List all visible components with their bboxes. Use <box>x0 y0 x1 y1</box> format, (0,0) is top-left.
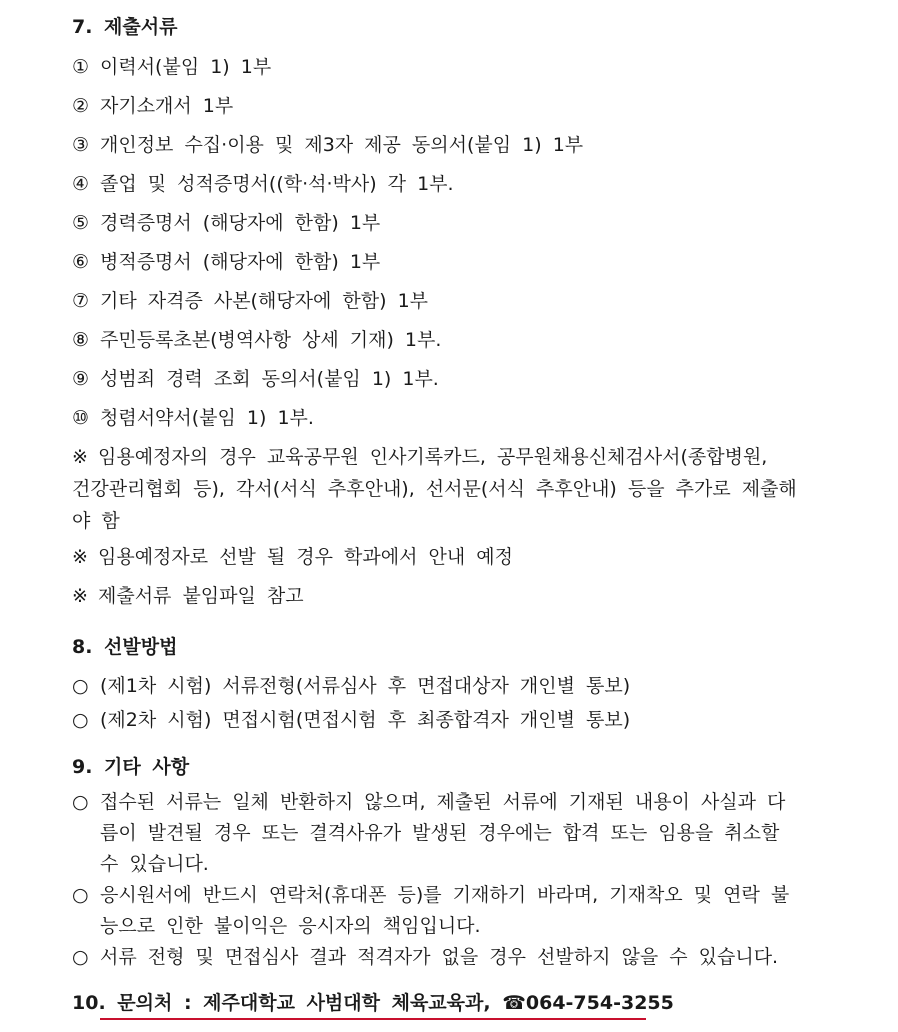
circle-bullet: ○ <box>72 709 89 731</box>
item-text: 병적증명서 (해당자에 한함) 1부 <box>100 251 381 273</box>
phone-icon: ☎ <box>502 992 526 1014</box>
list-item <box>72 944 778 970</box>
section-9-heading: 9. 기타 사항 <box>72 756 190 778</box>
item-text: 이력서(붙임 1) 1부 <box>100 56 272 78</box>
list-item <box>72 249 380 275</box>
item-text: 자기소개서 1부 <box>100 95 234 117</box>
circle-bullet: ○ <box>72 946 89 968</box>
section-10-number: 10. <box>72 992 106 1014</box>
note-item <box>72 583 304 609</box>
item-text: 졸업 및 성적증명서((학·석·박사) 각 1부. <box>100 173 454 195</box>
circle-bullet: ○ <box>72 791 89 813</box>
item-marker: ⑤ <box>72 212 90 234</box>
note-item <box>72 544 513 570</box>
list-item <box>72 789 785 815</box>
item-marker: ② <box>72 95 90 117</box>
item-text: 접수된 서류는 일체 반환하지 않으며, 제출된 서류에 기재된 내용이 사실과 다 <box>100 791 786 813</box>
item-marker: ⑧ <box>72 329 90 351</box>
item-text: 응시원서에 반드시 연락처(휴대폰 등)를 기재하기 바라며, 기재착오 및 연락 불 <box>100 884 790 906</box>
item-text: (제1차 시험) 서류전형(서류심사 후 면접대상자 개인별 통보) <box>100 675 631 697</box>
contact-label: 문의처 : 제주대학교 사범대학 체육교육과, <box>117 992 491 1014</box>
list-item <box>72 54 271 80</box>
item-text: 개인정보 수집·이용 및 제3자 제공 동의서(붙임 1) 1부 <box>100 134 584 156</box>
list-item <box>72 673 630 699</box>
note-text-continued: 건강관리협회 등), 각서(서식 추후안내), 선서문(서식 추후안내) 등을 추가로 제출해 <box>72 478 797 500</box>
item-text-continued: 름이 발견될 경우 또는 결격사유가 발생된 경우에는 합격 또는 임용을 취소할 <box>100 822 780 844</box>
item-text: (제2차 시험) 면접시험(면접시험 후 최종합격자 개인별 통보) <box>100 709 631 731</box>
item-text: 기타 자격증 사본(해당자에 한함) 1부 <box>100 290 429 312</box>
list-item <box>72 132 583 158</box>
item-text: 주민등록초본(병역사항 상세 기재) 1부. <box>100 329 442 351</box>
item-marker: ④ <box>72 173 90 195</box>
item-marker: ⑦ <box>72 290 90 312</box>
item-text: 서류 전형 및 면접심사 결과 적격자가 없을 경우 선발하지 않을 수 있습니다. <box>100 946 779 968</box>
section-10-contact <box>72 990 674 1016</box>
item-marker: ⑥ <box>72 251 90 273</box>
list-item <box>72 882 789 908</box>
note-marker: ※ <box>72 446 88 468</box>
circle-bullet: ○ <box>72 884 89 906</box>
list-item <box>72 707 630 733</box>
note-marker: ※ <box>72 546 88 568</box>
note-marker: ※ <box>72 585 88 607</box>
note-text: 임용예정자로 선발 될 경우 학과에서 안내 예정 <box>98 546 513 568</box>
list-item <box>72 327 441 353</box>
circle-bullet: ○ <box>72 675 89 697</box>
note-text: 임용예정자의 경우 교육공무원 인사기록카드, 공무원채용신체검사서(종합병원, <box>98 446 768 468</box>
list-item <box>72 405 314 431</box>
item-text: 성범죄 경력 조회 동의서(붙임 1) 1부. <box>100 368 439 390</box>
note-text-continued: 야 함 <box>72 510 120 532</box>
list-item <box>72 366 439 392</box>
note-text: 제출서류 붙임파일 참고 <box>98 585 304 607</box>
item-marker: ① <box>72 56 90 78</box>
item-text: 청렴서약서(붙임 1) 1부. <box>100 407 314 429</box>
item-marker: ⑨ <box>72 368 90 390</box>
list-item <box>72 210 380 236</box>
list-item <box>72 171 454 197</box>
contact-underline <box>100 1018 646 1020</box>
item-text-continued: 능으로 인한 불이익은 응시자의 책임입니다. <box>100 915 481 937</box>
section-8-heading: 8. 선발방법 <box>72 636 178 658</box>
phone-number: 064-754-3255 <box>525 992 674 1014</box>
item-marker: ③ <box>72 134 90 156</box>
item-text: 경력증명서 (해당자에 한함) 1부 <box>100 212 381 234</box>
item-marker: ⑩ <box>72 407 90 429</box>
section-7-heading: 7. 제출서류 <box>72 16 178 38</box>
note-item <box>72 444 767 470</box>
list-item <box>72 288 428 314</box>
item-text-continued: 수 있습니다. <box>100 853 209 875</box>
list-item <box>72 93 233 119</box>
